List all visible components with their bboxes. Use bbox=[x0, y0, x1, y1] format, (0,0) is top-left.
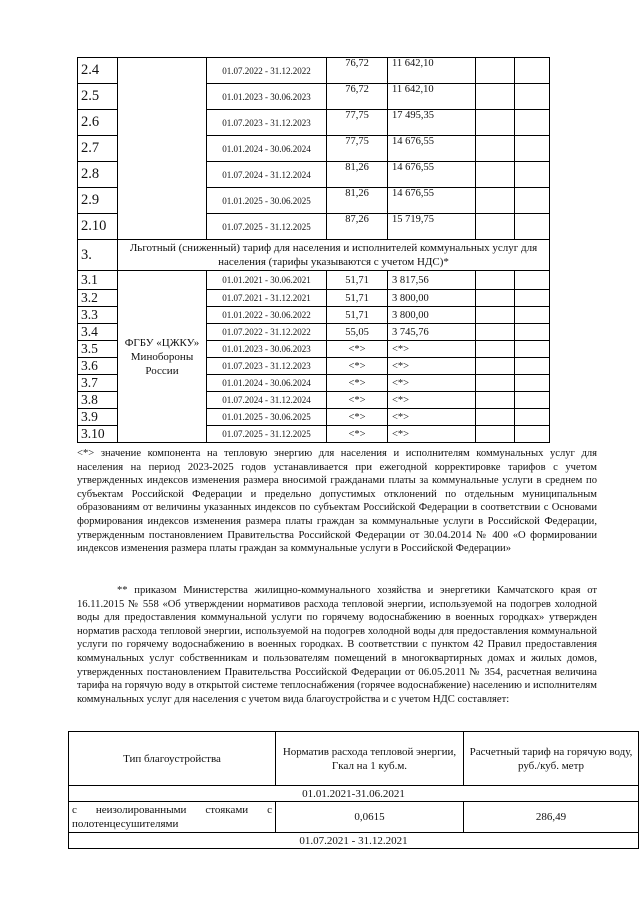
empty-cell bbox=[476, 188, 515, 214]
row-period: 01.01.2025 - 30.06.2025 bbox=[207, 188, 327, 214]
row-value-1: <*> bbox=[327, 375, 388, 392]
row-value-1: <*> bbox=[327, 358, 388, 375]
row-period: 01.07.2023 - 31.12.2023 bbox=[207, 358, 327, 375]
row-value-2: <*> bbox=[388, 375, 476, 392]
empty-cell bbox=[515, 271, 550, 290]
row-period: 01.07.2022 - 31.12.2022 bbox=[207, 324, 327, 341]
empty-cell bbox=[476, 341, 515, 358]
row-number: 2.5 bbox=[78, 84, 118, 110]
improvement-type: с неизолированными стояками с полотенцесушителями bbox=[69, 802, 276, 833]
empty-cell bbox=[515, 375, 550, 392]
empty-cell bbox=[476, 271, 515, 290]
empty-cell bbox=[476, 110, 515, 136]
double-star-footnote bbox=[77, 584, 597, 706]
empty-cell bbox=[515, 409, 550, 426]
star-footnote-text: <*> значение компонента на тепловую энергию для населения и исполнителям коммунальных услуг для населения на период 2023-2025 годов устанавливается при ежегодной корректировке тарифов с учетом утвержденных индексов изменения размера вносимой гражданами платы за коммунальные услуги в среднем по субъектам Российской Федерации и предельно допустимых отклонений по отдельным муниципальным образованиям от величины указанных индексов по субъектам Российской Федерации в соответствии с Основами формирования индексов изменения размера платы граждан за коммунальные услуги в Российской Федерации, утвержденным постановлением Правительства Российской Федерации от 30.04.2014 № 400 «О формировании индексов изменения размера платы граждан за коммунальные услуги в Российской Федерации» bbox=[77, 448, 597, 555]
empty-cell bbox=[515, 84, 550, 110]
row-period: 01.07.2023 - 31.12.2023 bbox=[207, 110, 327, 136]
section-header-row bbox=[78, 240, 550, 271]
row-value-1: 51,71 bbox=[327, 290, 388, 307]
empty-cell bbox=[515, 307, 550, 324]
row-period: 01.07.2021 - 31.12.2021 bbox=[207, 290, 327, 307]
row-value-1: 77,75 bbox=[327, 110, 388, 136]
empty-cell bbox=[515, 110, 550, 136]
row-period: 01.01.2024 - 30.06.2024 bbox=[207, 375, 327, 392]
empty-cell bbox=[476, 375, 515, 392]
row-value-2: 3 817,56 bbox=[388, 271, 476, 290]
row-value-1: 51,71 bbox=[327, 307, 388, 324]
row-period: 01.01.2025 - 30.06.2025 bbox=[207, 409, 327, 426]
empty-cell bbox=[476, 58, 515, 84]
row-value-2: <*> bbox=[388, 426, 476, 443]
row-value-2: <*> bbox=[388, 392, 476, 409]
row-number: 3.7 bbox=[78, 375, 118, 392]
row-value-2: 3 745,76 bbox=[388, 324, 476, 341]
star-footnote bbox=[77, 447, 597, 556]
table-row bbox=[78, 58, 550, 84]
row-value-2: 11 642,10 bbox=[388, 84, 476, 110]
row-number: 2.4 bbox=[78, 58, 118, 84]
hot-water-norm-table bbox=[68, 731, 639, 849]
empty-cell bbox=[476, 214, 515, 240]
row-value-1: <*> bbox=[327, 426, 388, 443]
row-number: 3.9 bbox=[78, 409, 118, 426]
period-row bbox=[69, 786, 639, 802]
row-number: 3.3 bbox=[78, 307, 118, 324]
empty-cell bbox=[515, 214, 550, 240]
section-number: 3. bbox=[78, 240, 118, 271]
empty-cell bbox=[515, 341, 550, 358]
row-period: 01.07.2025 - 31.12.2025 bbox=[207, 214, 327, 240]
tariff-value: 286,49 bbox=[464, 802, 639, 833]
empty-cell bbox=[476, 307, 515, 324]
row-period: 01.07.2025 - 31.12.2025 bbox=[207, 426, 327, 443]
empty-cell bbox=[476, 84, 515, 110]
row-value-1: 81,26 bbox=[327, 188, 388, 214]
org-cell-empty bbox=[118, 58, 207, 240]
row-number: 3.5 bbox=[78, 341, 118, 358]
norm-value: 0,0615 bbox=[276, 802, 464, 833]
empty-cell bbox=[515, 426, 550, 443]
row-value-1: 87,26 bbox=[327, 214, 388, 240]
row-period: 01.01.2021 - 30.06.2021 bbox=[207, 271, 327, 290]
empty-cell bbox=[476, 290, 515, 307]
row-value-2: 14 676,55 bbox=[388, 162, 476, 188]
row-number: 3.8 bbox=[78, 392, 118, 409]
empty-cell bbox=[515, 290, 550, 307]
row-value-1: 51,71 bbox=[327, 271, 388, 290]
row-value-1: 77,75 bbox=[327, 136, 388, 162]
row-value-2: 3 800,00 bbox=[388, 307, 476, 324]
row-number: 3.1 bbox=[78, 271, 118, 290]
row-number: 2.6 bbox=[78, 110, 118, 136]
row-period: 01.01.2022 - 30.06.2022 bbox=[207, 307, 327, 324]
empty-cell bbox=[476, 426, 515, 443]
column-header-norm: Норматив расхода тепловой энергии, Гкал на 1 куб.м. bbox=[276, 732, 464, 786]
period-label: 01.07.2021 - 31.12.2021 bbox=[69, 833, 639, 849]
row-number: 2.9 bbox=[78, 188, 118, 214]
row-number: 2.7 bbox=[78, 136, 118, 162]
empty-cell bbox=[515, 358, 550, 375]
empty-cell bbox=[476, 162, 515, 188]
table-row bbox=[69, 802, 639, 833]
row-number: 2.10 bbox=[78, 214, 118, 240]
empty-cell bbox=[515, 136, 550, 162]
row-number: 3.2 bbox=[78, 290, 118, 307]
row-value-1: 55,05 bbox=[327, 324, 388, 341]
row-period: 01.07.2024 - 31.12.2024 bbox=[207, 392, 327, 409]
row-period: 01.01.2023 - 30.06.2023 bbox=[207, 84, 327, 110]
empty-cell bbox=[476, 324, 515, 341]
table-row bbox=[78, 271, 550, 290]
row-value-2: <*> bbox=[388, 358, 476, 375]
org-name: ФГБУ «ЦЖКУ» Минобороны России bbox=[118, 271, 207, 443]
column-header-type: Тип благоустройства bbox=[69, 732, 276, 786]
row-value-2: 15 719,75 bbox=[388, 214, 476, 240]
row-value-2: 11 642,10 bbox=[388, 58, 476, 84]
section-title: Льготный (сниженный) тариф для населения и исполнителей коммунальных услуг для населения (тарифы указываются с учетом НДС)* bbox=[118, 240, 550, 271]
double-star-footnote-text: ** приказом Министерства жилищно-коммунального хозяйства и энергетики Камчатского края от 16.11.2015 № 558 «Об утверждении нормативов расхода тепловой энергии, используемой на подогрев холодной воды для предоставления коммунальной услуги по горячему водоснабжению в военных городках» утвержден норматив расхода тепловой энергии, используемой на подогрев холодной воды для предоставления коммунальной услуги по горячему водоснабжению в военных городках. В соответствии с пунктом 42 Правил предоставления коммунальных услуг собственникам и пользователям помещений в многоквартирных домах и жилых домов, утвержденных постановлением Правительства Российской Федерации от 06.05.2011 № 354, расчетная величина тарифа на горячую воду в открытой системе теплоснабжения (горячее водоснабжение) населению и исполнителям коммунальных услуг для населения с учетом вида благоустройства и с учетом НДС составляет: bbox=[77, 585, 597, 705]
empty-cell bbox=[476, 358, 515, 375]
row-period: 01.07.2024 - 31.12.2024 bbox=[207, 162, 327, 188]
row-value-2: 14 676,55 bbox=[388, 136, 476, 162]
row-value-2: <*> bbox=[388, 341, 476, 358]
tariff-table bbox=[77, 57, 550, 443]
empty-cell bbox=[476, 392, 515, 409]
empty-cell bbox=[476, 136, 515, 162]
row-number: 3.6 bbox=[78, 358, 118, 375]
row-period: 01.01.2023 - 30.06.2023 bbox=[207, 341, 327, 358]
period-row bbox=[69, 833, 639, 849]
empty-cell bbox=[515, 392, 550, 409]
row-value-1: 81,26 bbox=[327, 162, 388, 188]
column-header-tariff: Расчетный тариф на горячую воду, руб./куб. метр bbox=[464, 732, 639, 786]
row-number: 3.10 bbox=[78, 426, 118, 443]
empty-cell bbox=[515, 188, 550, 214]
row-value-1: 76,72 bbox=[327, 58, 388, 84]
row-number: 3.4 bbox=[78, 324, 118, 341]
row-value-2: 17 495,35 bbox=[388, 110, 476, 136]
row-value-2: 14 676,55 bbox=[388, 188, 476, 214]
row-period: 01.01.2024 - 30.06.2024 bbox=[207, 136, 327, 162]
table-header-row bbox=[69, 732, 639, 786]
row-value-1: <*> bbox=[327, 341, 388, 358]
row-value-2: <*> bbox=[388, 409, 476, 426]
row-value-1: 76,72 bbox=[327, 84, 388, 110]
row-value-2: 3 800,00 bbox=[388, 290, 476, 307]
empty-cell bbox=[476, 409, 515, 426]
row-value-1: <*> bbox=[327, 392, 388, 409]
row-period: 01.07.2022 - 31.12.2022 bbox=[207, 58, 327, 84]
row-value-1: <*> bbox=[327, 409, 388, 426]
row-number: 2.8 bbox=[78, 162, 118, 188]
empty-cell bbox=[515, 324, 550, 341]
period-label: 01.01.2021-31.06.2021 bbox=[69, 786, 639, 802]
empty-cell bbox=[515, 58, 550, 84]
empty-cell bbox=[515, 162, 550, 188]
